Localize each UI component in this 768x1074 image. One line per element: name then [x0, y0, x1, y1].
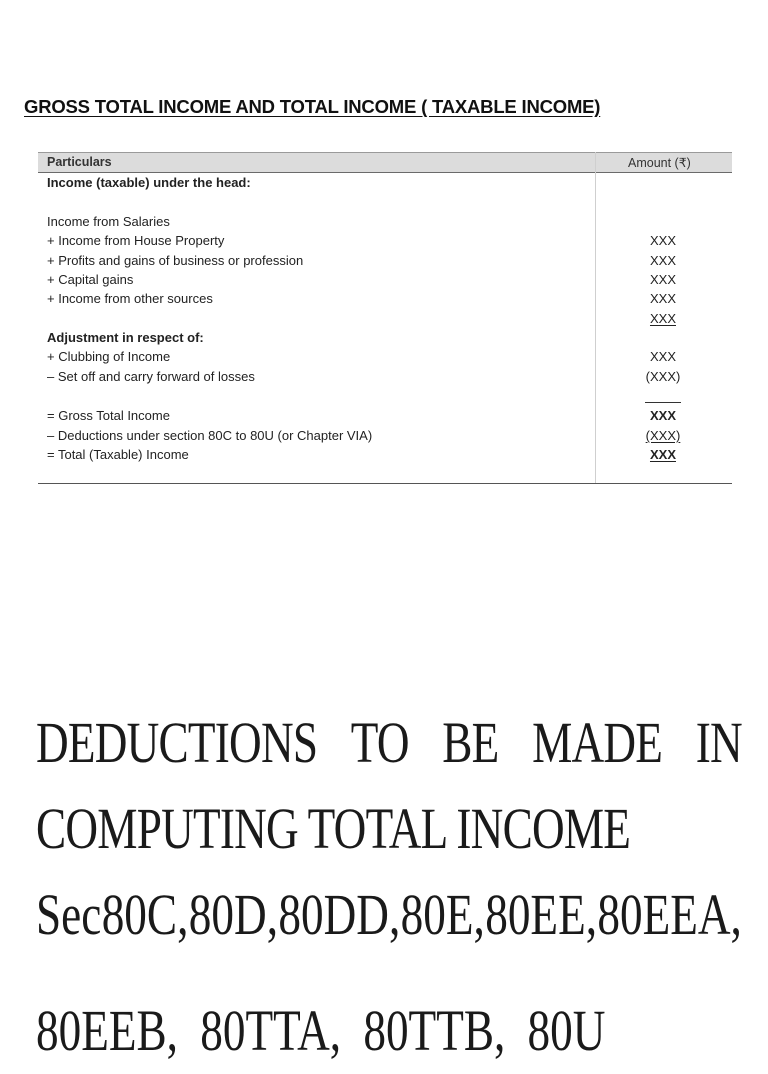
sections-list-line-1	[36, 872, 742, 958]
deductions-heading	[36, 700, 742, 872]
table-bottom-rule	[38, 483, 732, 484]
total-rule	[645, 402, 681, 403]
amount-column-header: Amount (₹)	[628, 156, 691, 170]
column-divider	[595, 152, 596, 484]
table-row-label: Income (taxable) under the head:	[47, 175, 251, 190]
deductions-section	[36, 700, 746, 1063]
particulars-column-header: Particulars	[47, 155, 112, 169]
heading-line-2: COMPUTING TOTAL INCOME	[36, 796, 631, 861]
table-row-amount: (XXX)	[645, 369, 681, 384]
page-title: GROSS TOTAL INCOME AND TOTAL INCOME ( TAXABLE INCOME)	[24, 96, 601, 117]
table-row-label: – Set off and carry forward of losses	[47, 369, 255, 384]
gross-total-amount: XXX	[649, 408, 676, 423]
section-item: 80C,	[101, 882, 189, 947]
deductions-amount: (XXX)	[645, 428, 681, 443]
table-row-label: + Income from other sources	[47, 291, 213, 306]
table-row-label: + Income from House Property	[47, 233, 225, 248]
table-row-label: = Gross Total Income	[47, 408, 170, 423]
heading-word: MADE	[532, 710, 663, 775]
table-row-label: + Capital gains	[47, 272, 134, 287]
table-row-label: Income from Salaries	[47, 214, 170, 229]
section-item: 80DD,	[278, 882, 401, 947]
heading-word: TO	[350, 710, 409, 775]
table-row-amount: XXX	[649, 291, 676, 306]
table-row-amount: XXX	[649, 349, 676, 364]
sections-list-line-2: 80EEB, 80TTA, 80TTB, 80U	[36, 998, 606, 1063]
section-item: 80EE,	[485, 882, 598, 947]
table-row-label: + Clubbing of Income	[47, 349, 171, 364]
section-item: Sec	[36, 882, 102, 947]
section-item: 80EEA,	[597, 882, 742, 947]
total-income-amount: XXX	[649, 447, 676, 462]
table-row-amount: XXX	[649, 253, 676, 268]
heading-word: DEDUCTIONS	[36, 710, 318, 775]
subtotal-amount: XXX	[649, 311, 676, 326]
heading-word: IN	[695, 710, 742, 775]
table-row-label: + Profits and gains of business or profession	[47, 253, 304, 268]
table-row-label: Adjustment in respect of:	[47, 330, 204, 345]
table-row-amount: XXX	[649, 233, 676, 248]
table-row-label: – Deductions under section 80C to 80U (or Chapter VIA)	[47, 428, 373, 443]
heading-word: BE	[442, 710, 499, 775]
section-item: 80D,	[188, 882, 279, 947]
income-table	[38, 152, 732, 484]
table-header	[38, 152, 732, 173]
table-row-amount: XXX	[649, 272, 676, 287]
table-row-label: = Total (Taxable) Income	[47, 447, 189, 462]
section-item: 80E,	[400, 882, 485, 947]
